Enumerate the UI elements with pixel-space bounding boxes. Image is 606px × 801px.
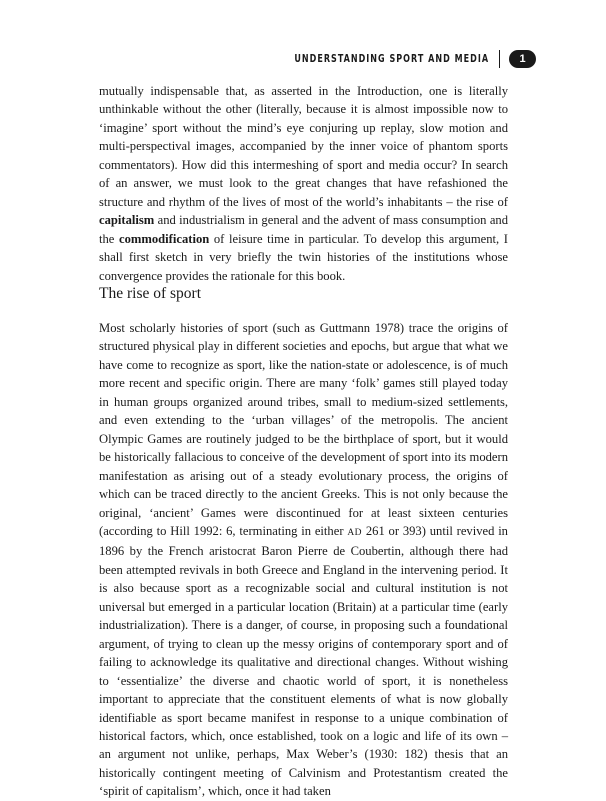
- glossary-term-commodification: commodification: [119, 231, 210, 246]
- running-head: [260, 50, 536, 68]
- paragraph-1-part-1: mutually indispensable that, as asserted in the Introduction, one is literally unthinkable without the other (literally, because it is almost impossible now to ‘imagine’ sport without the mind’s eye conjuring up replay, slow motion and multi-perspectival images, accompanied by the inner voice of phantom sports commentators). How did this intermeshing of sport and media occur? In search of an answer, we must look to the great changes that have refashioned the structure and rhythm of the lives of most of the world’s inhabitants – the rise of: [99, 84, 508, 209]
- running-head-title: UNDERSTANDING SPORT AND MEDIA: [294, 53, 490, 65]
- paragraph-intro-continued: [99, 82, 508, 285]
- paragraph-2-text: [99, 319, 508, 801]
- paragraph-2-part-2: 261 or 393) until revived in 1896 by the French aristocrat Baron Pierre de Coubertin, although there had been attempted revivals in both Greece and England in the intervening period. It is also because sport as a recognizable social and cultural institution is not universal but emerged in a particular location (Britain) at a particular time (early industrialization). There is a danger, of course, in proposing such a foundational argument, of trying to clean up the messy origins of contemporary sport and of failing to acknowledge its qualitative and directional changes. Without wishing to ‘essentialize’ the diverse and chaotic world of sport, it is nonetheless important to appreciate that the constituent elements of what is now globally identifiable as sport became manifest in response to a unique combination of historical factors, which, once established, took on a logic and life of its own – an argument not unlike, perhaps, Max Weber’s (1930: 182) thesis that an historically contingent meeting of Calvinism and Protestantism created the ‘spirit of capitalism’, which, once it had taken: [99, 523, 508, 799]
- paragraph-1-text: [99, 82, 508, 285]
- chapter-number-badge: 1: [509, 50, 536, 68]
- paragraph-2-part-1: Most scholarly histories of sport (such as Guttmann 1978) trace the origins of structured physical play in different societies and epochs, but argue that what we have come to recognize as sport, like the nation-state or adolescence, is of much more recent and specific origin. There are many ‘folk’ games still played today in human groups organized around tribes, small to medium-sized settlements, and even extending to the ‘urban villages’ of the metropolis. The ancient Olympic Games are routinely judged to be the birthplace of sport, but it would be historically fallacious to conceive of the development of sport into its modern manifestation as arising out of a steady evolutionary process, the origins of which can be traced directly to the ancient Greeks. This is not only because the original, ‘ancient’ Games were discontinued for at least sixteen centuries (according to Hill 1992: 6, terminating in either: [99, 321, 508, 538]
- section-heading: The rise of sport: [99, 285, 202, 302]
- running-head-divider: [499, 50, 501, 68]
- paragraph-rise-of-sport: [99, 319, 508, 801]
- era-abbreviation: AD: [347, 527, 363, 538]
- glossary-term-capitalism: capitalism: [99, 213, 155, 228]
- paragraph-1-part-2: and industrialism in general and the advent of mass consumption and the: [99, 213, 508, 246]
- paragraph-1-part-3: of leisure time in particular. To develop this argument, I shall first sketch in very briefly the twin histories of the institutions whose convergence provides the rationale for this book.: [99, 231, 508, 283]
